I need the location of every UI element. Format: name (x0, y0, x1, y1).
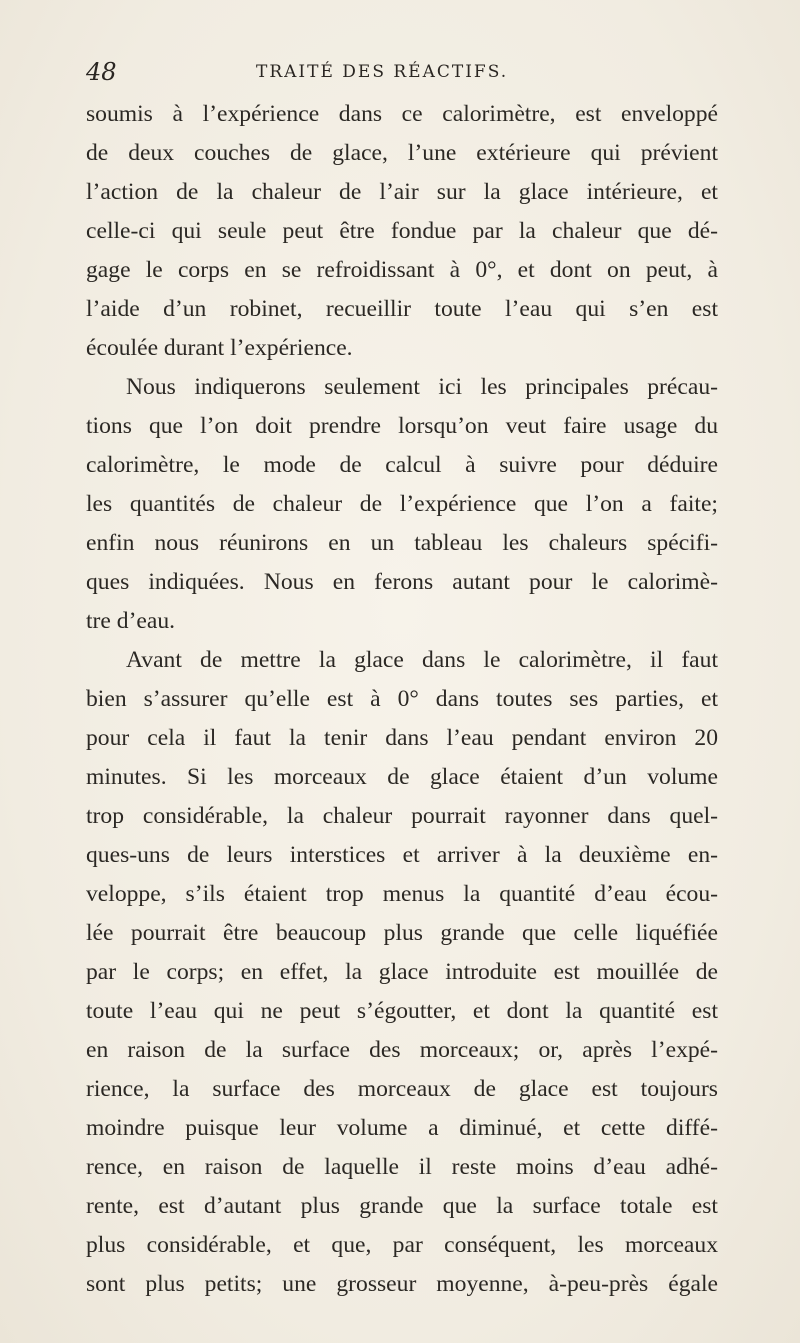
text-line: minutes. Si les morceaux de glace étaient d’un volume (86, 764, 718, 790)
text-line: trop considérable, la chaleur pourrait rayonner dans quel- (86, 803, 718, 829)
text-line: pour cela il faut la tenir dans l’eau pendant environ 20 (86, 725, 718, 751)
text-line: bien s’assurer qu’elle est à 0° dans toutes ses parties, et (86, 686, 718, 712)
text-line: de deux couches de glace, l’une extérieure qui prévient (86, 140, 718, 166)
text-line: écoulée durant l’expérience. (86, 335, 353, 361)
text-line: plus considérable, et que, par conséquent, les morceaux (86, 1232, 718, 1258)
text-line: ques indiquées. Nous en ferons autant pour le calorimè- (86, 569, 718, 595)
text-line: en raison de la surface des morceaux; or, après l’expé- (86, 1037, 718, 1063)
text-line: toute l’eau qui ne peut s’égoutter, et dont la quantité est (86, 998, 718, 1024)
body-text (86, 95, 718, 1304)
text-line: celle-ci qui seule peut être fondue par la chaleur que dé- (86, 218, 718, 244)
text-line: soumis à l’expérience dans ce calorimètre, est enveloppé (86, 101, 718, 127)
text-line: par le corps; en effet, la glace introduite est mouillée de (86, 959, 718, 985)
text-line: tions que l’on doit prendre lorsqu’on veut faire usage du (86, 413, 718, 439)
text-line: l’action de la chaleur de l’air sur la glace intérieure, et (86, 179, 718, 205)
text-line: calorimètre, le mode de calcul à suivre pour déduire (86, 452, 718, 478)
page-number: 48 (86, 58, 117, 86)
page-header (86, 58, 716, 88)
text-line: lée pourrait être beaucoup plus grande que celle liquéfiée (86, 920, 718, 946)
text-line: les quantités de chaleur de l’expérience que l’on a faite; (86, 491, 718, 517)
text-line: sont plus petits; une grosseur moyenne, à-peu-près égale (86, 1271, 718, 1297)
text-line: gage le corps en se refroidissant à 0°, et dont on peut, à (86, 257, 718, 283)
text-line: enfin nous réunirons en un tableau les chaleurs spécifi- (86, 530, 718, 556)
text-line: veloppe, s’ils étaient trop menus la quantité d’eau écou- (86, 881, 718, 907)
text-line: Nous indiquerons seulement ici les principales précau- (126, 374, 718, 400)
text-line: moindre puisque leur volume a diminué, et cette diffé- (86, 1115, 718, 1141)
text-line: Avant de mettre la glace dans le calorimètre, il faut (126, 647, 718, 673)
text-line: rience, la surface des morceaux de glace est toujours (86, 1076, 718, 1102)
text-line: ques-uns de leurs interstices et arriver à la deuxième en- (86, 842, 718, 868)
text-line: l’aide d’un robinet, recueillir toute l’eau qui s’en est (86, 296, 718, 322)
text-line: rente, est d’autant plus grande que la surface totale est (86, 1193, 718, 1219)
text-line: rence, en raison de laquelle il reste moins d’eau adhé- (86, 1154, 718, 1180)
running-title: TRAITÉ DES RÉACTIFS. (256, 62, 509, 82)
text-line: tre d’eau. (86, 608, 176, 634)
